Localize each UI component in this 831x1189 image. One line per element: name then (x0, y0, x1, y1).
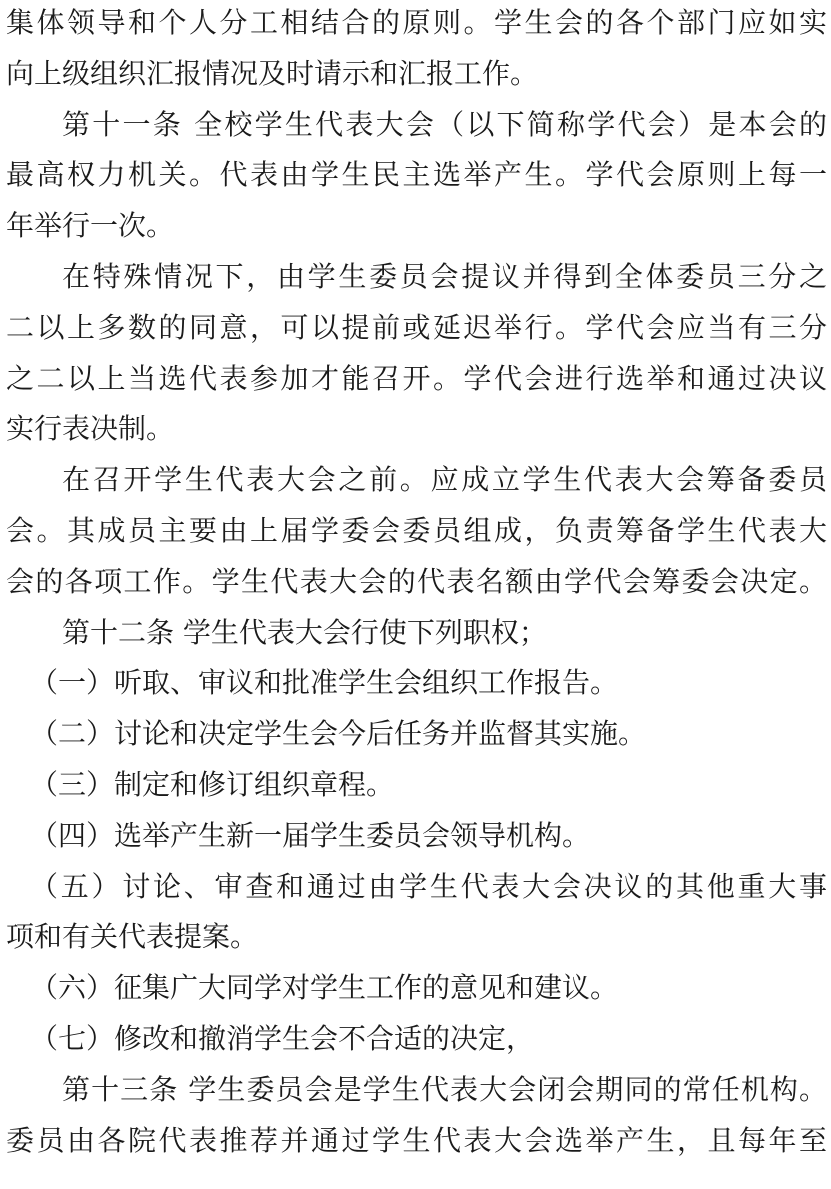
text-line: 实行表决制。 (6, 412, 175, 446)
paragraph-first-line: 在特殊情况下，由学生委员会提议并得到全体委员三分之 (62, 260, 827, 293)
list-item-line: （四）选举产生新一届学生委员会领导机构。 (30, 818, 591, 852)
text-line: 最高权力机关。代表由学生民主选举产生。学代会原则上每一 (6, 158, 827, 192)
text-line: 集体领导和个人分工相结合的原则。学生会的各个部门应如实 (6, 6, 827, 39)
paragraph-first-line: 第十一条 全校学生代表大会（以下简称学代会）是本会的 (62, 107, 827, 141)
list-item-line: （七）修改和撤消学生会不合适的决定， (30, 1022, 535, 1055)
text-line: 之二以上当选代表参加才能召开。学代会进行选举和通过决议 (6, 361, 827, 395)
list-item-line: （二）讨论和决定学生会今后任务并监督其实施。 (30, 717, 647, 751)
text-line: 年举行一次。 (6, 209, 175, 243)
text-line: 二以上多数的同意，可以提前或延迟举行。学代会应当有三分 (6, 310, 827, 344)
list-item-line: （五）讨论、审查和通过由学生代表大会决议的其他重大事 (30, 869, 827, 903)
text-line: 会的各项工作。学生代表大会的代表名额由学代会筹委会决定。 (6, 564, 827, 598)
paragraph-first-line: 第十二条 学生代表大会行使下列职权； (62, 615, 547, 649)
text-line: 委员由各院代表推荐并通过学生代表大会选举产生，且每年至 (6, 1123, 827, 1157)
list-item-line: （三）制定和修订组织章程。 (30, 768, 395, 801)
paragraph-first-line: 第十三条 学生委员会是学生代表大会闭会期同的常任机构。 (62, 1072, 827, 1106)
list-item-line: （六）征集广大同学对学生工作的意见和建议。 (30, 971, 619, 1005)
text-line: 项和有关代表提案。 (6, 920, 259, 954)
paragraph-first-line: 在召开学生代表大会之前。应成立学生代表大会筹备委员 (62, 463, 827, 497)
text-line: 会。其成员主要由上届学委会委员组成，负责筹备学生代表大 (6, 514, 827, 547)
list-item-line: （一）听取、审议和批准学生会组织工作报告。 (30, 666, 619, 700)
text-line: 向上级组织汇报情况及时请示和汇报工作。 (6, 56, 539, 90)
